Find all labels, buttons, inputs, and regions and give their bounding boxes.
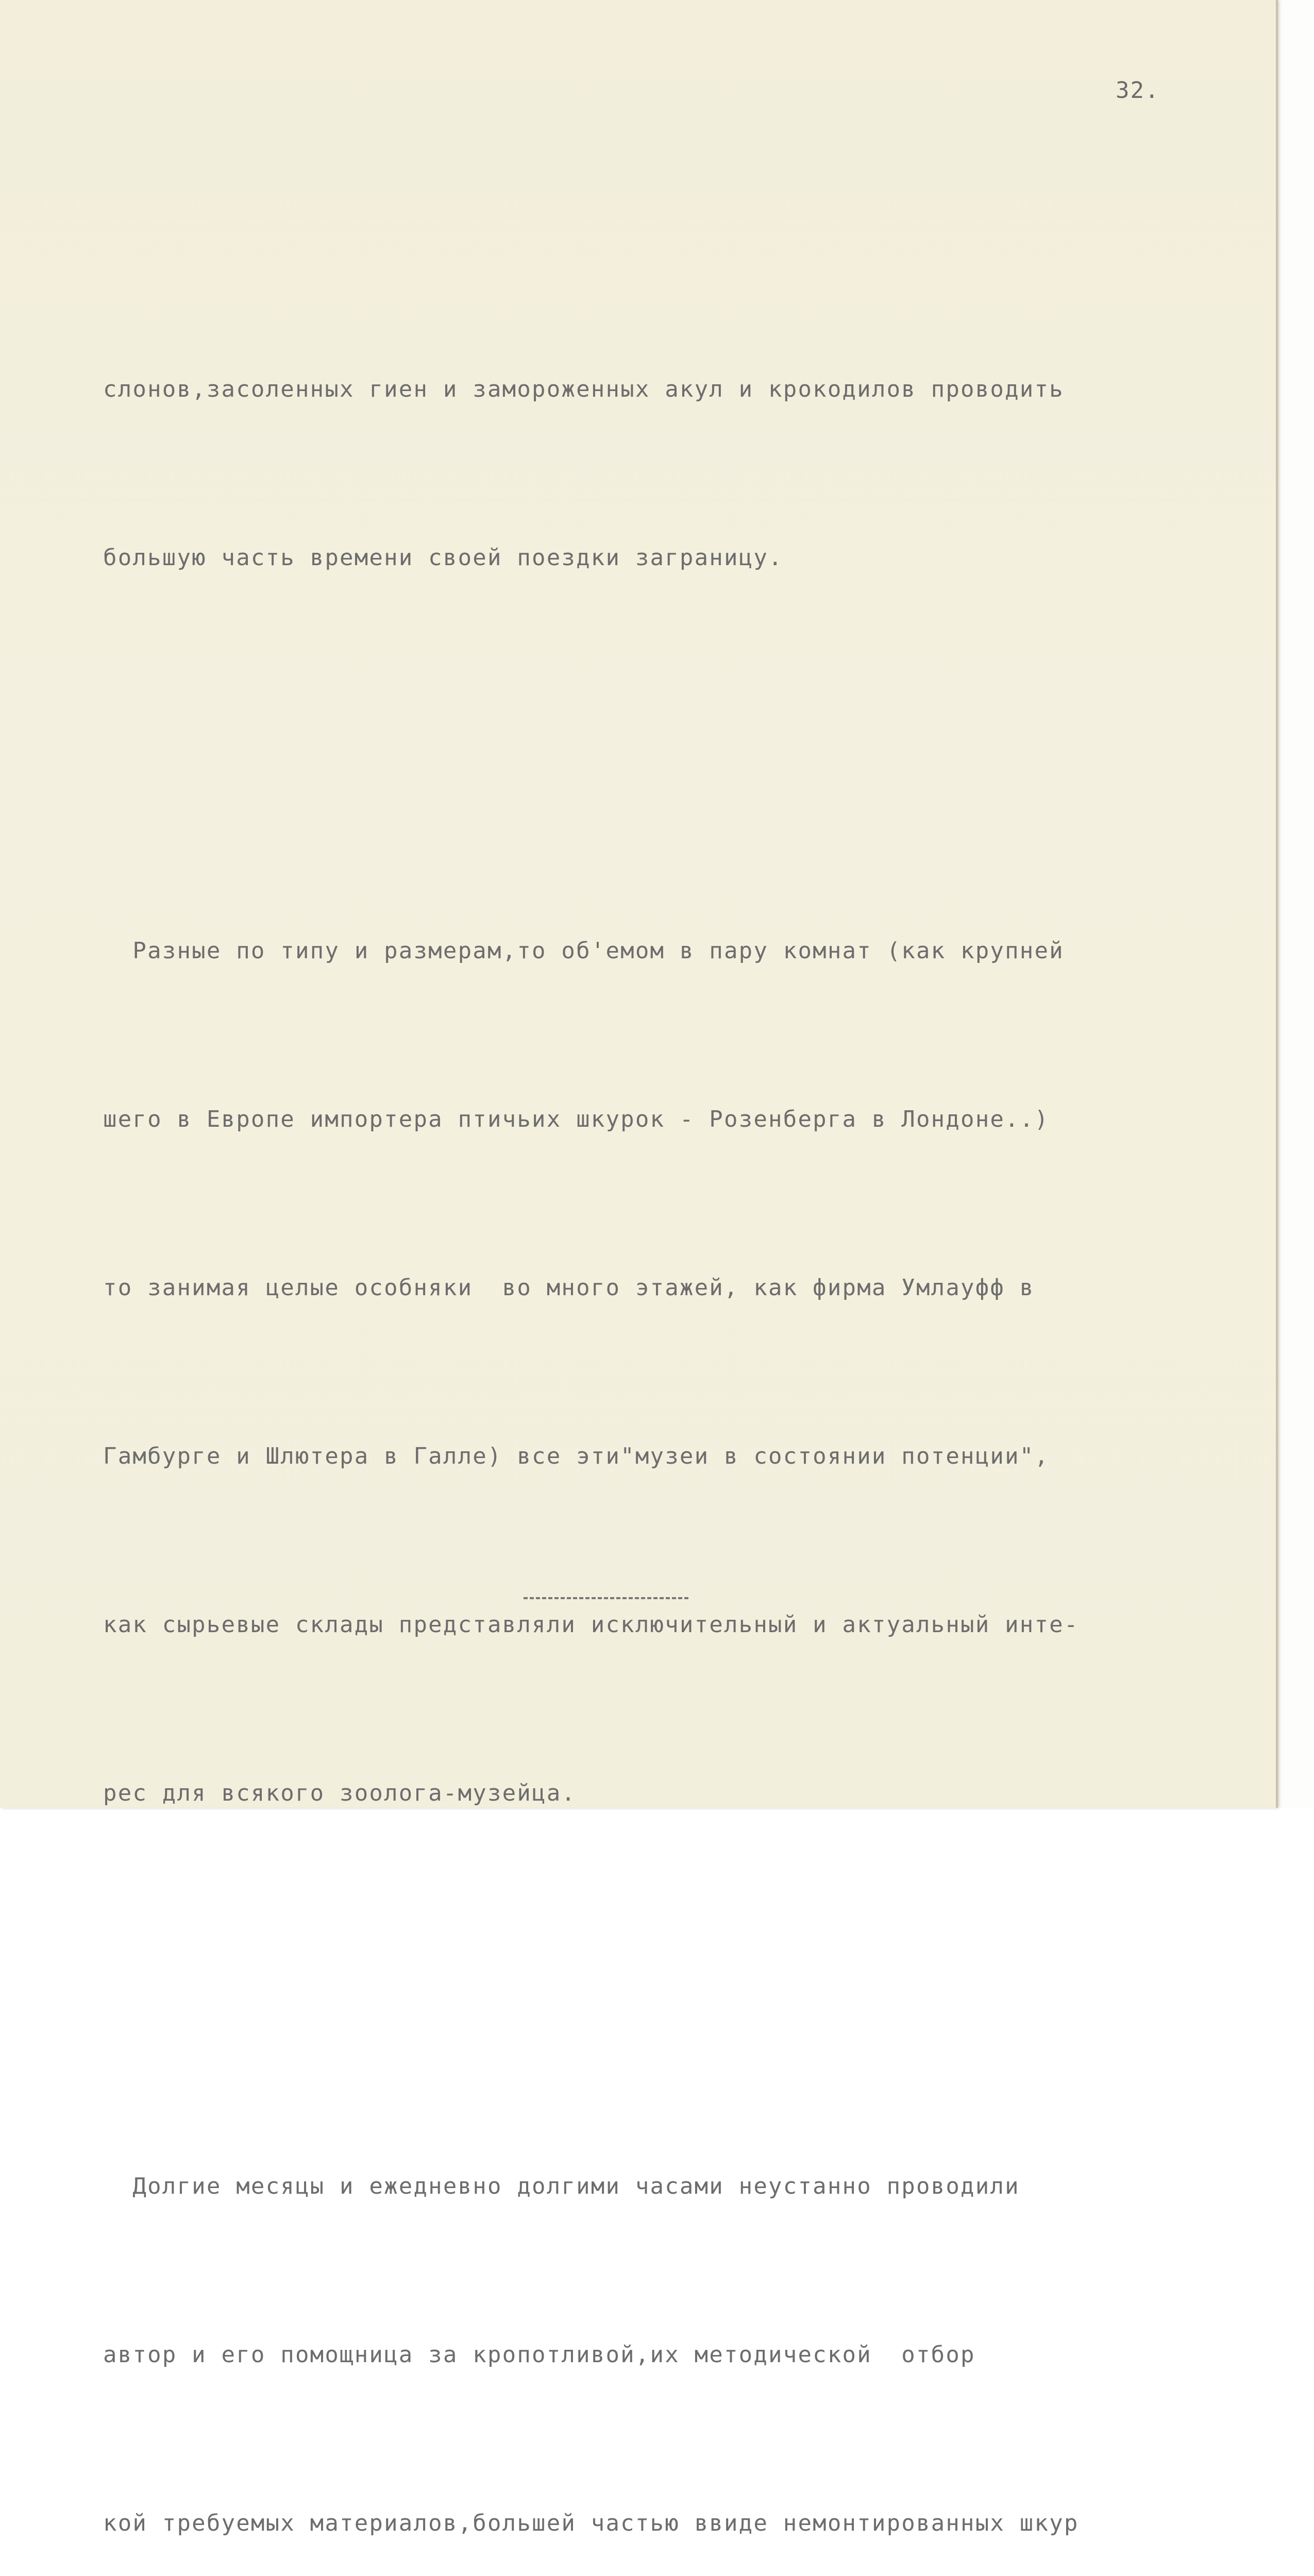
text-line: большую часть времени своей поездки заграницу. [103,545,783,571]
section-divider [524,1597,688,1599]
text-line: кой требуемых материалов,большей частью ввиде немонтированных шкур [103,2510,1079,2536]
text-line: автор и его помощница за кропотливой,их методической отбор [103,2342,975,2368]
text-line: Разные по типу и размерам,то об'емом в пару комнат (как крупней [103,938,1064,964]
text-line: Долгие месяцы и ежедневно долгими часами неустанно проводили [103,2173,1020,2199]
text-line: рес для всякого зоолога-музейца. [103,1780,577,1806]
paper-edge [1276,0,1278,1808]
paragraph [103,2046,1252,2576]
text-line: как сырьевые склады представляли исключительный и актуальный инте- [103,1612,1079,1638]
paragraph [103,249,1252,698]
text-line: то занимая целые особняки во много этажей, как фирма Умлауфф в [103,1275,1035,1301]
paragraph [103,810,1252,1934]
text-line: Гамбурге и Шлютера в Галле) все эти"музеи в состоянии потенции", [103,1443,1050,1469]
text-line: шего в Европе импортера птичьих шкурок - Розенберга в Лондоне..) [103,1106,1050,1132]
text-line: слонов,засоленных гиен и замороженных акул и крокодилов проводить [103,376,1064,402]
body-text [103,137,1252,2576]
page-number: 32. [1116,77,1160,104]
